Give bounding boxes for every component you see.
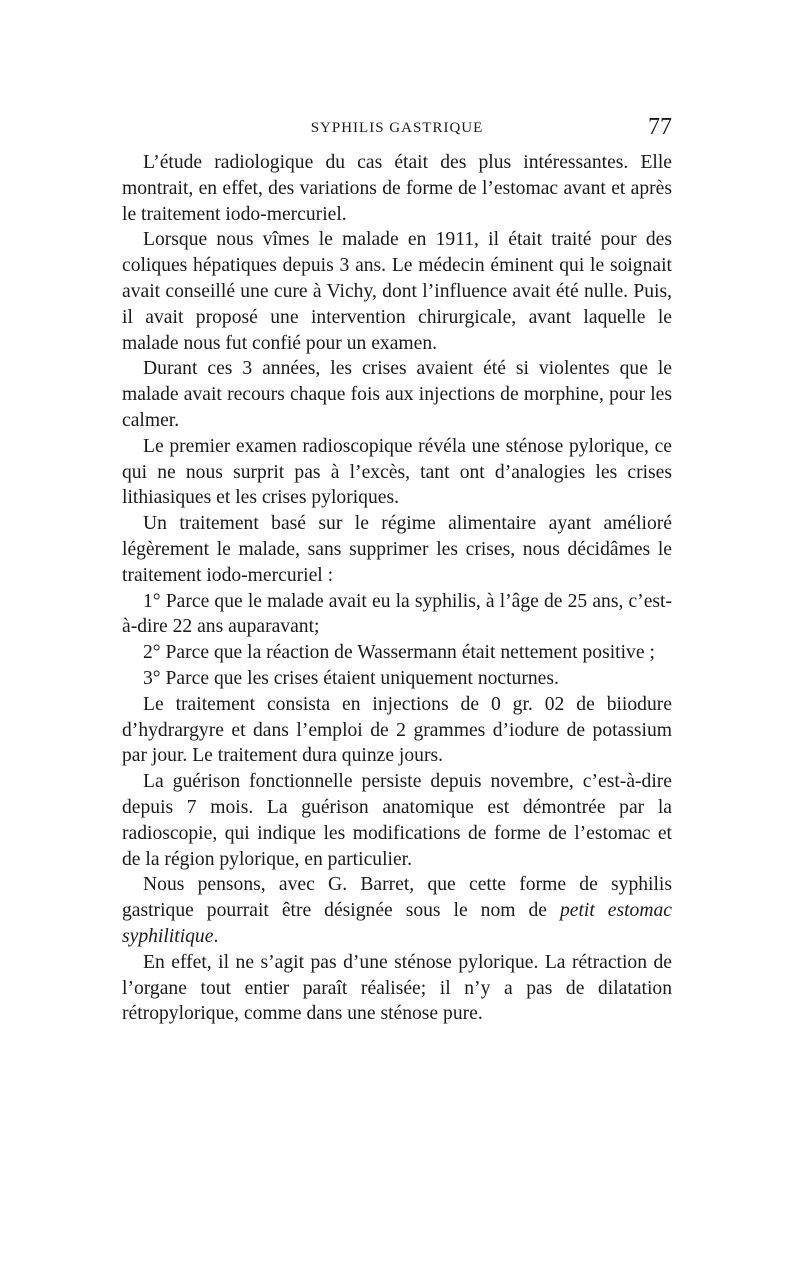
page-number: 77 xyxy=(648,114,672,140)
paragraph-conclusion: En effet, il ne s’agit pas d’une sténose pylorique. La rétraction de l’organe tout entier paraît réalisée; il n’y a pas de dilatation rétropylorique, comme dans une sténose pure. xyxy=(122,951,672,1025)
reason-2: 2° Parce que la réaction de Wassermann était nettement positive ; xyxy=(143,642,655,664)
paragraph-crises: Durant ces 3 années, les crises avaient été si violentes que le malade avait recours chaque fois aux injections de morphine, pour les calmer. xyxy=(122,358,672,431)
body-text xyxy=(122,150,672,1027)
paragraph-barret xyxy=(122,872,672,949)
barret-text: Nous pensons, avec G. Barret, que cette forme de syphilis gastrique pourrait être désignée sous le nom de xyxy=(122,874,672,922)
running-head xyxy=(122,114,672,140)
paragraph-first-exam: Le premier examen radioscopique révéla une sténose pylorique, ce qui ne nous surprit pas à l’excès, tant ont d’analogies les crises lithiasiques et les crises pyloriques. xyxy=(122,435,672,509)
italic-term: petit estomac syphilitique xyxy=(122,900,672,947)
reason-3: 3° Parce que les crises étaient uniquement nocturnes. xyxy=(143,667,559,689)
running-title: SYPHILIS GASTRIQUE xyxy=(310,120,484,136)
paragraph-treatment: Le traitement consista en injections de 0 gr. 02 de biiodure d’hydrargyre et dans l’emploi de 2 grammes d’iodure de potassium par jour. Le traitement dura quinze jours. xyxy=(122,693,672,767)
book-page xyxy=(122,114,672,1027)
reason-1: 1° Parce que le malade avait eu la syphilis, à l’âge de 25 ans, c’est-à-dire 22 ans auparavant; xyxy=(122,590,672,638)
paragraph-treatment-decision: Un traitement basé sur le régime alimentaire ayant amélioré légèrement le malade, sans supprimer les crises, nous décidâmes le traitement iodo-mercuriel : xyxy=(122,513,672,586)
paragraph-first-visit: Lorsque nous vîmes le malade en 1911, il était traité pour des coliques hépatiques depuis 3 ans. Le médecin éminent qui le soignait avait conseillé une cure à Vichy, dont l’influence avait été nulle. Puis, il avait proposé une intervention chirurgicale, avant laquelle le malade nous fut confié pour un examen. xyxy=(122,229,672,354)
paragraph-healing: La guérison fonctionnelle persiste depuis novembre, c’est-à-dire depuis 7 mois. La guérison anatomique est démontrée par la radioscopie, qui indique les modifications de forme de l’estomac et de la région pylorique, en particulier. xyxy=(122,771,672,870)
barret-text-end: . xyxy=(213,925,219,947)
paragraph-radiologic-study: L’étude radiologique du cas était des plus intéressantes. Elle montrait, en effet, des variations de forme de l’estomac avant et après le traitement iodo-mercuriel. xyxy=(122,152,672,225)
